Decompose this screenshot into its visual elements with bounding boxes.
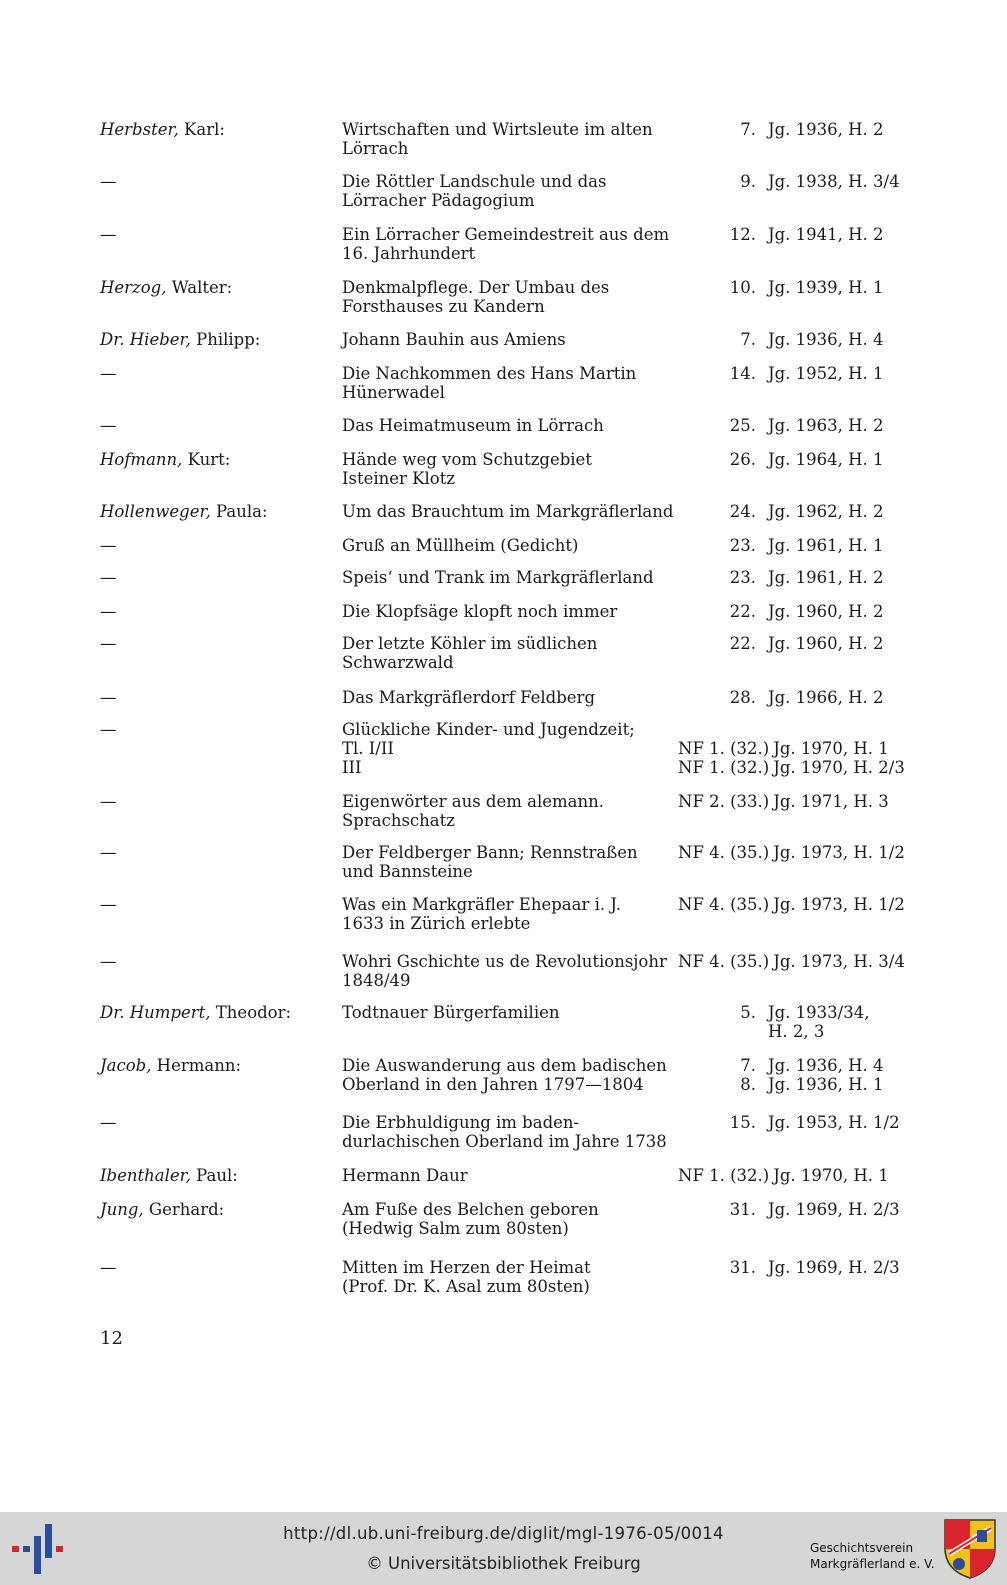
entry-reference [678, 225, 918, 244]
volume-number: NF 1. (32.) [678, 1166, 770, 1185]
volume-number: 12. [729, 225, 756, 244]
author-given-name: Karl: [178, 120, 225, 139]
entry-title [342, 330, 672, 349]
reference-line [678, 416, 918, 435]
society-line-1: Geschichtsverein [810, 1541, 914, 1555]
entry-author [100, 688, 335, 707]
entry-reference [678, 952, 918, 971]
title-line: Der letzte Köhler im südlichen [342, 634, 598, 653]
author-given-name: Paula: [210, 502, 268, 521]
reference-line [678, 1200, 918, 1219]
reference-line [678, 895, 918, 914]
year-issue: Jg. 1933/34, [768, 1003, 870, 1022]
author-given-name: Kurt: [182, 450, 231, 469]
year-issue: Jg. 1973, H. 1/2 [773, 843, 905, 862]
year-issue: Jg. 1936, H. 4 [768, 330, 884, 349]
entry-reference [678, 1056, 918, 1094]
entry-title [342, 602, 672, 621]
ditto-dash: — [100, 720, 117, 739]
year-issue: Jg. 1936, H. 4 [768, 1056, 884, 1075]
reference-line [678, 739, 918, 758]
entry-title [342, 952, 672, 990]
entry-author [100, 536, 335, 555]
ditto-dash: — [100, 634, 117, 653]
title-line: Eigenwörter aus dem alemann. [342, 792, 605, 811]
title-line: Lörracher Pädagogium [342, 191, 535, 210]
volume-number: 28. [729, 688, 756, 707]
reference-line [678, 602, 918, 621]
entry-title [342, 895, 672, 933]
author-surname: Jacob, [100, 1056, 152, 1075]
ditto-dash: — [100, 225, 117, 244]
entry-author [100, 172, 335, 191]
title-line: Was ein Markgräfler Ehepaar i. J. [342, 895, 621, 914]
reference-line [678, 364, 918, 383]
volume-number: NF 4. (35.) [678, 843, 770, 862]
ditto-dash: — [100, 602, 117, 621]
footer-url-link[interactable]: http://dl.ub.uni-freiburg.de/diglit/mgl-1976-05/0014 [283, 1524, 724, 1543]
title-line: Johann Bauhin aus Amiens [342, 330, 566, 349]
entry-reference [678, 1003, 918, 1041]
author-given-name: Hermann: [151, 1056, 242, 1075]
entry-reference [678, 688, 918, 707]
entry-author [100, 843, 335, 862]
year-issue: Jg. 1963, H. 2 [768, 416, 884, 435]
entry-title [342, 120, 672, 158]
title-line: Am Fuße des Belchen geboren [342, 1200, 599, 1219]
year-issue: Jg. 1961, H. 2 [768, 568, 884, 587]
entry-reference [678, 792, 918, 811]
volume-number: 23. [729, 536, 756, 555]
reference-line [678, 172, 918, 191]
reference-line [678, 1022, 918, 1041]
author-given-name: Philipp: [190, 330, 261, 349]
author-surname: Ibenthaler, [100, 1166, 191, 1185]
entry-author [100, 364, 335, 383]
entry-title [342, 568, 672, 587]
volume-number: NF 1. (32.) [678, 758, 770, 777]
footer-copyright: © Universitätsbibliothek Freiburg [366, 1554, 641, 1573]
entry-title [342, 1166, 672, 1185]
entry-author [100, 1258, 335, 1277]
entry-title [342, 364, 672, 402]
title-line: III [342, 758, 362, 777]
entry-author [100, 278, 335, 297]
reference-line [678, 278, 918, 297]
society-line-2: Markgräflerland e. V. [810, 1557, 935, 1571]
volume-number: 9. [740, 172, 756, 191]
entry-title [342, 1200, 672, 1238]
entry-reference [678, 120, 918, 139]
entry-author [100, 330, 335, 349]
reference-line [678, 120, 918, 139]
year-issue: Jg. 1973, H. 3/4 [773, 952, 905, 971]
entry-reference [678, 1258, 918, 1277]
entry-reference [678, 568, 918, 587]
year-issue: Jg. 1969, H. 2/3 [768, 1200, 900, 1219]
title-line: 1633 in Zürich erlebte [342, 914, 531, 933]
year-issue: Jg. 1936, H. 1 [768, 1075, 884, 1094]
title-line: Wirtschaften und Wirtsleute im alten [342, 120, 653, 139]
volume-number: 22. [729, 634, 756, 653]
entry-title [342, 1003, 672, 1022]
title-line: Hünerwadel [342, 383, 445, 402]
volume-number: 31. [729, 1258, 756, 1277]
year-issue: Jg. 1960, H. 2 [768, 602, 884, 621]
entry-title [342, 720, 672, 777]
year-issue: Jg. 1973, H. 1/2 [773, 895, 905, 914]
entry-reference [678, 720, 918, 777]
volume-number: 8. [740, 1075, 756, 1094]
author-surname: Herzog, [100, 278, 167, 297]
title-line: Die Nachkommen des Hans Martin [342, 364, 637, 383]
page-number: 12 [100, 1328, 123, 1349]
volume-number: NF 2. (33.) [678, 792, 770, 811]
entry-title [342, 536, 672, 555]
year-issue: Jg. 1953, H. 1/2 [768, 1113, 900, 1132]
entry-author [100, 895, 335, 914]
entry-reference [678, 502, 918, 521]
entry-reference [678, 450, 918, 469]
reference-line [678, 1166, 918, 1185]
volume-number: 14. [729, 364, 756, 383]
entry-reference [678, 634, 918, 653]
entry-author [100, 502, 335, 521]
volume-number: 7. [740, 120, 756, 139]
title-line: Hermann Daur [342, 1166, 468, 1185]
reference-line [678, 568, 918, 587]
ditto-dash: — [100, 1258, 117, 1277]
ditto-dash: — [100, 536, 117, 555]
title-line: (Prof. Dr. K. Asal zum 80sten) [342, 1277, 590, 1296]
year-issue: Jg. 1960, H. 2 [768, 634, 884, 653]
title-line: durlachischen Oberland im Jahre 1738 [342, 1132, 667, 1151]
reference-line [678, 952, 918, 971]
entry-reference [678, 364, 918, 383]
entry-title [342, 225, 672, 263]
title-line: Glückliche Kinder- und Jugendzeit; [342, 720, 635, 739]
ditto-dash: — [100, 952, 117, 971]
title-line: Hände weg vom Schutzgebiet [342, 450, 592, 469]
entry-title [342, 843, 672, 881]
entry-author [100, 1003, 335, 1022]
society-name [810, 1540, 940, 1572]
entry-reference [678, 843, 918, 862]
author-surname: Hollenweger, [100, 502, 211, 521]
year-issue: Jg. 1971, H. 3 [773, 792, 889, 811]
entry-reference [678, 330, 918, 349]
entry-author [100, 1056, 335, 1075]
title-line: (Hedwig Salm zum 80sten) [342, 1219, 569, 1238]
entry-author [100, 416, 335, 435]
reference-line [678, 843, 918, 862]
reference-line [678, 1075, 918, 1094]
year-issue: Jg. 1964, H. 1 [768, 450, 884, 469]
reference-line [678, 1258, 918, 1277]
coat-of-arms-icon [943, 1518, 997, 1580]
year-issue: H. 2, 3 [768, 1022, 825, 1041]
author-surname: Jung, [100, 1200, 144, 1219]
volume-number: NF 4. (35.) [678, 952, 770, 971]
ditto-dash: — [100, 416, 117, 435]
reference-line [678, 792, 918, 811]
entry-author [100, 1166, 335, 1185]
volume-number: 25. [729, 416, 756, 435]
year-issue: Jg. 1941, H. 2 [768, 225, 884, 244]
entry-reference [678, 602, 918, 621]
ditto-dash: — [100, 364, 117, 383]
volume-number: NF 1. (32.) [678, 739, 770, 758]
entry-author [100, 792, 335, 811]
entry-reference [678, 536, 918, 555]
author-surname: Herbster, [100, 120, 179, 139]
entry-title [342, 278, 672, 316]
title-line: Oberland in den Jahren 1797—1804 [342, 1075, 644, 1094]
title-line: Todtnauer Bürgerfamilien [342, 1003, 560, 1022]
volume-number: 22. [729, 602, 756, 621]
title-line: Tl. I/II [342, 739, 394, 758]
entry-reference [678, 1200, 918, 1219]
footer-bar [0, 1512, 1007, 1585]
title-line: Die Auswanderung aus dem badischen [342, 1056, 667, 1075]
entry-title [342, 450, 672, 488]
volume-number: 15. [729, 1113, 756, 1132]
entry-reference [678, 895, 918, 914]
title-line: Lörrach [342, 139, 409, 158]
reference-line [678, 536, 918, 555]
entry-author [100, 720, 335, 739]
title-line: 1848/49 [342, 971, 411, 990]
reference-line [678, 688, 918, 707]
year-issue: Jg. 1969, H. 2/3 [768, 1258, 900, 1277]
author-given-name: Theodor: [210, 1003, 292, 1022]
entry-title [342, 502, 672, 521]
title-line: Denkmalpflege. Der Umbau des [342, 278, 610, 297]
entry-author [100, 634, 335, 653]
volume-number: 5. [740, 1003, 756, 1022]
entry-reference [678, 172, 918, 191]
title-line: Speis‘ und Trank im Markgräflerland [342, 568, 654, 587]
year-issue: Jg. 1970, H. 1 [773, 739, 889, 758]
title-line: Ein Lörracher Gemeindestreit aus dem [342, 225, 670, 244]
entry-title [342, 1056, 672, 1094]
year-issue: Jg. 1966, H. 2 [768, 688, 884, 707]
year-issue: Jg. 1938, H. 3/4 [768, 172, 900, 191]
entry-author [100, 120, 335, 139]
reference-line [678, 502, 918, 521]
reference-line [678, 1003, 918, 1022]
ditto-dash: — [100, 843, 117, 862]
entry-title [342, 1258, 672, 1296]
title-line: Forsthauses zu Kandern [342, 297, 545, 316]
author-surname: Dr. Hieber, [100, 330, 191, 349]
ditto-dash: — [100, 895, 117, 914]
ditto-dash: — [100, 792, 117, 811]
reference-line [678, 634, 918, 653]
title-line: Gruß an Müllheim (Gedicht) [342, 536, 579, 555]
year-issue: Jg. 1936, H. 2 [768, 120, 884, 139]
volume-number: 24. [729, 502, 756, 521]
entry-title [342, 634, 672, 672]
title-line: Wohri Gschichte us de Revolutionsjohr [342, 952, 667, 971]
volume-number: 23. [729, 568, 756, 587]
entry-title [342, 172, 672, 210]
year-issue: Jg. 1962, H. 2 [768, 502, 884, 521]
volume-number: 10. [729, 278, 756, 297]
reference-line [678, 450, 918, 469]
volume-number: 31. [729, 1200, 756, 1219]
volume-number: NF 4. (35.) [678, 895, 770, 914]
year-issue: Jg. 1939, H. 1 [768, 278, 884, 297]
entry-title [342, 688, 672, 707]
year-issue: Jg. 1970, H. 1 [773, 1166, 889, 1185]
entry-author [100, 952, 335, 971]
entry-author [100, 225, 335, 244]
entry-author [100, 602, 335, 621]
reference-line [678, 720, 918, 739]
entry-title [342, 792, 672, 830]
entry-title [342, 1113, 672, 1151]
entry-reference [678, 416, 918, 435]
ditto-dash: — [100, 1113, 117, 1132]
author-given-name: Gerhard: [143, 1200, 225, 1219]
reference-line [678, 225, 918, 244]
reference-line [678, 330, 918, 349]
title-line: Isteiner Klotz [342, 469, 456, 488]
title-line: Das Markgräflerdorf Feldberg [342, 688, 596, 707]
title-line: Die Erbhuldigung im baden- [342, 1113, 580, 1132]
title-line: Um das Brauchtum im Markgräflerland [342, 502, 674, 521]
title-line: und Bannsteine [342, 862, 473, 881]
reference-line [678, 1113, 918, 1132]
volume-number: 26. [729, 450, 756, 469]
entry-title [342, 416, 672, 435]
title-line: Das Heimatmuseum in Lörrach [342, 416, 604, 435]
entry-reference [678, 278, 918, 297]
year-issue: Jg. 1961, H. 1 [768, 536, 884, 555]
entry-reference [678, 1166, 918, 1185]
ditto-dash: — [100, 172, 117, 191]
ditto-dash: — [100, 688, 117, 707]
entry-author [100, 568, 335, 587]
title-line: Mitten im Herzen der Heimat [342, 1258, 591, 1277]
title-line: Der Feldberger Bann; Rennstraßen [342, 843, 638, 862]
entry-author [100, 1200, 335, 1219]
author-given-name: Walter: [166, 278, 233, 297]
title-line: Die Klopfsäge klopft noch immer [342, 602, 618, 621]
entry-reference [678, 1113, 918, 1132]
title-line: Sprachschatz [342, 811, 455, 830]
author-given-name: Paul: [190, 1166, 238, 1185]
author-surname: Dr. Humpert, [100, 1003, 211, 1022]
ditto-dash: — [100, 568, 117, 587]
volume-number: 7. [740, 1056, 756, 1075]
title-line: 16. Jahrhundert [342, 244, 476, 263]
year-issue: Jg. 1970, H. 2/3 [773, 758, 905, 777]
title-line: Die Röttler Landschule und das [342, 172, 607, 191]
author-surname: Hofmann, [100, 450, 183, 469]
entry-author [100, 450, 335, 469]
entry-author [100, 1113, 335, 1132]
volume-number: 7. [740, 330, 756, 349]
year-issue: Jg. 1952, H. 1 [768, 364, 884, 383]
title-line: Schwarzwald [342, 653, 454, 672]
reference-line [678, 758, 918, 777]
reference-line [678, 1056, 918, 1075]
